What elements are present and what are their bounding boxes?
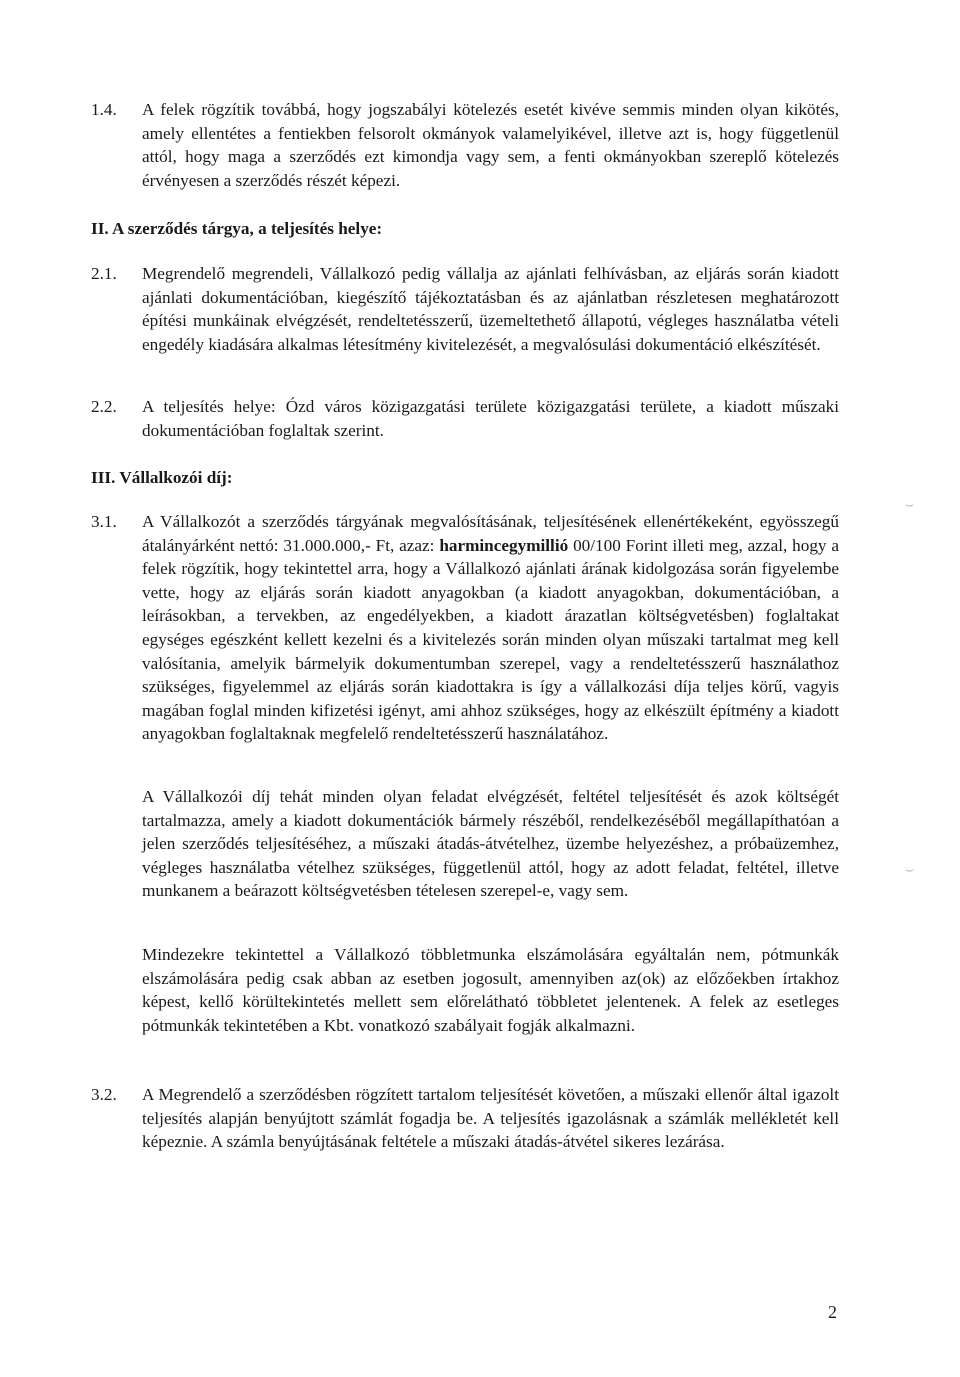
paragraph-3-1-text-before: A Vállalkozót a szerződés tárgyának megvalósításának, teljesítésének ellenértékeként, egyösszegű átalányárként nettó: 31.000.000,- Ft, azaz: [142,512,839,555]
paragraph-3-1-c: Mindezekre tekintettel a Vállalkozó többletmunka elszámolására egyáltalán nem, pótmunkák elszámolására pedig csak abban az esetben jogosult, amennyiben az(ok) az előzőekben írtakhoz képest, kellő körültekintetés mellett sem előrelátható többletet jelentenek. A felek az esetleges pótmunkák tekintetében a Kbt. vonatkozó szabályait fogják alkalmazni. [142,945,839,1035]
scan-mark: ⌣ [905,863,915,878]
scan-mark: ⌣ [905,498,915,513]
section-number: 1.4. [91,100,117,119]
page-number: 2 [828,1302,837,1322]
paragraph-3-1-text-after: 00/100 Forint illeti meg, azzal, hogy a felek rögzítik, hogy tekintettel arra, hogy a Vállalkozó ajánlati árának kidolgozása során figyelembe vette, hogy az eljárás során kiadott anyagokban (a kiadott anyagokban, dokumentációban, a leírásokban, a tervekben, az engedélyekben, a kiadott árazatlan költségvetésben) foglaltakat egységes egészként kellett kezelni és a kivitelezés során minden olyan műszaki tartalmat meg kell valósítania, amelyik bármelyik dokumentumban szerepel, vagy a rendeltetésszerű használathoz szükséges, figyelemmel az eljárás során kiadottakra is így a vállalkozási díja teljes körű, vagyis magában foglal minden kifizetési igényt, ami ahhoz szükséges, hogy az elkészült építmény a kiadott anyagokban foglaltaknak megfelelő rendeltetésszerű használatához. [142,535,839,744]
paragraph-3-1-b: A Vállalkozói díj tehát minden olyan feladat elvégzését, feltétel teljesítését és azok költségét tartalmazza, amely a kiadott dokumentációk bármely részéből, rendelkezéséből megállapíthatóan a jelen szerződés teljesítéséhez, a műszaki átadás-átvételhez, üzembe helyezéshez, a próbaüzemhez, végleges használatba vételhez szükséges, függetlenül attól, hogy az adott feladat, feltétel, illetve munkanem a beárazott költségvetésben tételesen szerepel-e, vagy sem. [142,787,839,901]
section-number: 3.1. [91,512,117,531]
section-number: 2.1. [91,264,117,283]
paragraph-1-4: A felek rögzítik továbbá, hogy jogszabályi kötelezés esetét kivéve semmis minden olyan kikötés, amely ellentétes a fentiekben felsorolt okmányok valamelyikével, illetve azt is, hogy függetlenül attól, hogy maga a szerződés ezt kimondja vagy sem, a fenti okmányokban szereplő kötelezés érvényesen a szerződés részét képezi. [142,100,839,190]
section-number: 3.2. [91,1085,117,1104]
paragraph-2-1: Megrendelő megrendeli, Vállalkozó pedig vállalja az ajánlati felhívásban, az eljárás során kiadott ajánlati dokumentációban, kiegészítő tájékoztatásban és az ajánlatban részletesen meghatározott építési munkáinak elvégzését, rendeltetésszerű, üzemeltethető állapotú, végleges használatba vételi engedély kiadására alkalmas létesítmény kivitelezését, a megvalósulási dokumentáció elkészítését. [142,264,839,354]
amount-in-words: harmincegymillió [439,535,569,555]
paragraph-3-1 [142,510,839,746]
section-heading-2: II. A szerződés tárgya, a teljesítés helye: [91,219,383,238]
paragraph-2-2: A teljesítés helye: Ózd város közigazgatási területe közigazgatási területe, a kiadott műszaki dokumentációban foglaltak szerint. [142,397,839,440]
section-heading-3: III. Vállalkozói díj: [91,468,233,487]
paragraph-3-2: A Megrendelő a szerződésben rögzített tartalom teljesítését követően, a műszaki ellenőr által igazolt teljesítés alapján benyújtott számlát fogadja be. A teljesítés igazolásnak a számlák mellékletét kell képeznie. A számla benyújtásának feltétele a műszaki átadás-átvétel sikeres lezárása. [142,1085,839,1152]
section-number: 2.2. [91,397,117,416]
